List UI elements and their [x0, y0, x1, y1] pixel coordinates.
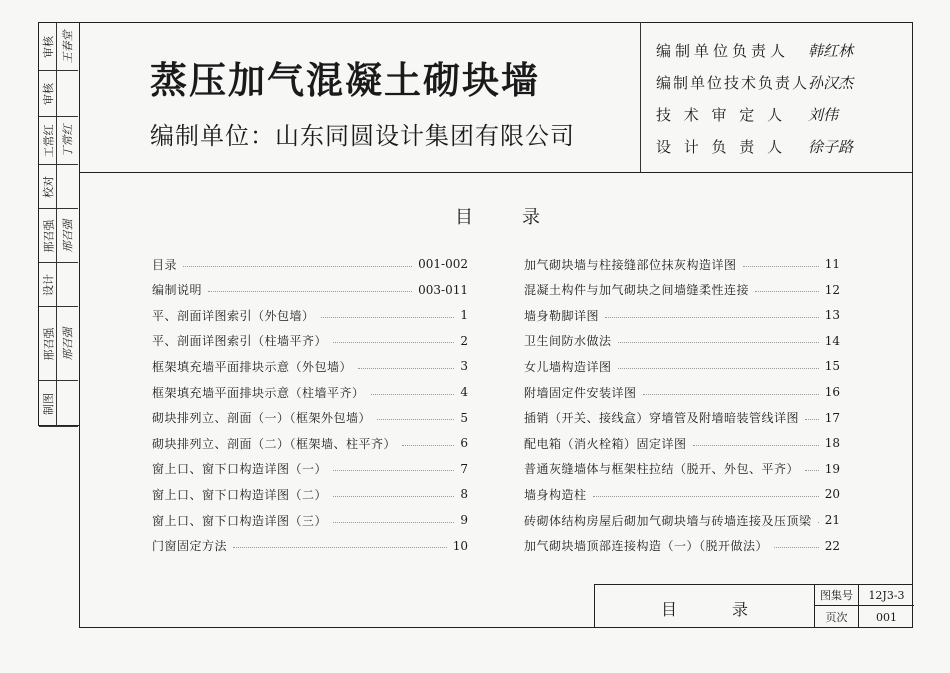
signoff-signature	[56, 209, 77, 262]
toc-entry-page: 17	[824, 410, 840, 425]
header-divider	[79, 172, 913, 173]
signoff-signature	[56, 165, 77, 208]
signoff-label-text: 设计	[42, 274, 55, 296]
toc-entry-title: 窗上口、窗下口构造详图（三）	[152, 513, 328, 528]
toc-entry-page: 14	[824, 333, 840, 348]
toc-leader-dots	[618, 342, 819, 343]
toc-entry-page: 9	[460, 513, 468, 527]
signoff-label	[41, 23, 55, 71]
signoff-label	[41, 117, 55, 165]
toc-entry-page: 5	[460, 410, 468, 425]
toc-row[interactable]	[152, 459, 468, 479]
toc-entry-title: 框架填充墙平面排块示意（柱墙平齐）	[152, 385, 365, 400]
toc-row[interactable]	[524, 254, 840, 274]
toc-entry-page: 6	[460, 436, 468, 451]
toc-row[interactable]	[524, 484, 840, 504]
toc-entry-page: 19	[824, 461, 840, 476]
signoff-cell	[39, 23, 78, 71]
atlas-title: 蒸压加气混凝土砌块墙	[150, 58, 540, 102]
toc-entry-page: 16	[824, 385, 840, 399]
signoff-signature-text: 王春堂	[61, 30, 74, 63]
toc-row[interactable]	[152, 356, 468, 376]
signoff-signature	[56, 71, 77, 116]
toc-entry-title: 窗上口、窗下口构造详图（一）	[152, 462, 328, 477]
header-split	[640, 22, 641, 172]
toc-leader-dots	[333, 470, 454, 471]
toc-entry-page: 7	[460, 461, 468, 476]
toc-entry-title: 平、剖面详图索引（柱墙平齐）	[152, 334, 328, 349]
toc-entry-title: 平、剖面详图索引（外包墙）	[152, 308, 315, 323]
toc-row[interactable]	[152, 305, 468, 325]
toc-leader-dots	[693, 445, 819, 446]
title-block	[594, 584, 913, 628]
toc-entry-title: 墙身勒脚详图	[524, 308, 600, 323]
signoff-cell	[39, 117, 78, 165]
signoff-label	[41, 209, 55, 263]
toc-leader-dots	[593, 496, 819, 497]
toc-leader-dots	[371, 394, 455, 395]
toc-row[interactable]	[524, 356, 840, 376]
toc-leader-dots	[358, 368, 454, 369]
signoff-label-text: 审核	[42, 83, 55, 105]
signoff-label-text: 邢召强	[42, 219, 55, 253]
toc-entry-title: 窗上口、窗下口构造详图（二）	[152, 487, 328, 502]
signoff-label-text: 制图	[42, 393, 55, 415]
signature-approver: 刘伟	[808, 106, 839, 124]
compiling-unit: 编制单位：山东同圆设计集团有限公司	[150, 122, 575, 150]
toc-entry-title: 目录	[152, 257, 178, 272]
toc-entry-page: 11	[824, 257, 840, 271]
toc-entry-page: 1	[460, 308, 468, 323]
toc-row[interactable]	[524, 305, 840, 325]
signoff-signature	[56, 23, 77, 70]
toc-row[interactable]	[152, 254, 468, 274]
toc-row[interactable]	[524, 382, 840, 402]
atlas-number-label: 图集号	[815, 585, 859, 606]
page-number-value: 001	[876, 610, 897, 624]
toc-row[interactable]	[152, 536, 468, 556]
signoff-cell	[39, 307, 78, 381]
toc-row[interactable]	[524, 408, 840, 428]
signoff-cell	[39, 71, 78, 117]
toc-leader-dots	[183, 266, 412, 267]
toc-entry-page: 20	[824, 487, 840, 502]
signoff-strip	[38, 22, 79, 426]
toc-row[interactable]	[152, 280, 468, 300]
toc-leader-dots	[818, 522, 819, 523]
toc-row[interactable]	[152, 408, 468, 428]
role-tech-head: 编制单位技术负责人	[656, 74, 810, 92]
toc-entry-page: 13	[824, 308, 840, 323]
toc-entry-title: 附墙固定件安装详图	[524, 385, 637, 400]
signoff-label-text: 邢召强	[42, 327, 55, 361]
toc-entry-title: 混凝土构件与加气砌块之间墙缝柔性连接	[524, 283, 750, 298]
toc-entry-title: 砌块排列立、剖面（二）（框架墙、柱平齐）	[152, 436, 397, 451]
signature-tech-head: 孙汉杰	[808, 74, 854, 92]
signoff-label	[41, 165, 55, 209]
toc-leader-dots	[643, 394, 819, 395]
signoff-signature	[56, 381, 77, 426]
toc-heading-char-2: 录	[522, 207, 540, 228]
toc-entry-page: 3	[460, 359, 468, 374]
title-block-char-1: 目	[661, 600, 678, 619]
signoff-label	[41, 307, 55, 381]
toc-leader-dots	[233, 547, 447, 548]
toc-row[interactable]	[524, 459, 840, 479]
toc-entry-title: 砌块排列立、剖面（一）（框架外包墙）	[152, 411, 372, 426]
toc-leader-dots	[605, 317, 819, 318]
toc-row[interactable]	[152, 382, 468, 402]
toc-leader-dots	[774, 547, 819, 548]
toc-heading-char-1: 目	[455, 207, 473, 228]
signoff-signature	[56, 263, 77, 306]
signature-design-lead: 徐子路	[808, 138, 854, 156]
toc-entry-title: 加气砌块墙顶部连接构造（一）（脱开做法）	[524, 539, 769, 554]
toc-entry-title: 普通灰缝墙体与框架柱拉结（脱开、外包、平齐）	[524, 462, 800, 477]
title-block-name	[595, 585, 815, 628]
toc-entry-page: 12	[824, 282, 840, 297]
signature-unit-head: 韩红林	[808, 42, 854, 60]
toc-entry-page: 22	[824, 538, 840, 553]
toc-entry-title: 门窗固定方法	[152, 539, 228, 554]
toc-leader-dots	[402, 445, 454, 446]
toc-entry-page: 003-011	[418, 282, 468, 297]
toc-entry-title: 框架填充墙平面排块示意（外包墙）	[152, 359, 353, 374]
toc-row[interactable]	[152, 484, 468, 504]
toc-row[interactable]	[524, 510, 840, 530]
toc-leader-dots	[208, 291, 412, 292]
toc-entry-title: 砖砌体结构房屋后砌加气砌块墙与砖墙连接及压顶梁	[524, 513, 812, 528]
role-design-lead: 设 计 负 责 人	[656, 138, 787, 156]
signoff-signature-text: 邢召强	[61, 327, 74, 360]
signoff-label	[41, 381, 55, 427]
toc-leader-dots	[333, 496, 454, 497]
toc-entry-title: 配电箱（消火栓箱）固定详图	[524, 436, 687, 451]
toc-entry-page: 8	[460, 487, 468, 502]
signoff-label-text: 审核	[42, 36, 55, 58]
toc-entry-page: 21	[824, 513, 840, 527]
toc-entry-title: 加气砌块墙与柱接缝部位抹灰构造详图	[524, 257, 737, 272]
toc-row[interactable]	[524, 331, 840, 351]
toc-entry-title: 编制说明	[152, 283, 203, 298]
toc-entry-title: 卫生间防水做法	[524, 334, 612, 349]
signoff-cell	[39, 165, 78, 209]
signoff-label-text: 工常红	[42, 124, 55, 158]
toc-entry-title: 女儿墙构造详图	[524, 359, 612, 374]
toc-entry-title: 墙身构造柱	[524, 487, 587, 502]
toc-leader-dots	[805, 419, 819, 420]
toc-row[interactable]	[524, 433, 840, 453]
toc-entry-page: 18	[824, 436, 840, 451]
toc-entry-page: 15	[824, 359, 840, 374]
toc-row[interactable]	[524, 536, 840, 556]
toc-entry-page: 001-002	[418, 257, 468, 271]
toc-leader-dots	[805, 470, 819, 471]
toc-leader-dots	[743, 266, 819, 267]
toc-leader-dots	[755, 291, 819, 292]
toc-leader-dots	[333, 342, 454, 343]
signoff-label	[41, 71, 55, 117]
signoff-signature	[56, 117, 77, 164]
title-block-char-2: 录	[732, 600, 749, 619]
role-approver: 技 术 审 定 人	[656, 106, 787, 124]
role-unit-head: 编制单位负责人	[656, 42, 790, 60]
toc-leader-dots	[321, 317, 455, 318]
signoff-signature-text: 邢召强	[61, 219, 74, 252]
page-number-label: 页次	[815, 606, 859, 628]
atlas-number-value: 12J3-3	[859, 585, 914, 606]
toc-entry-page: 2	[460, 333, 468, 348]
signoff-signature	[56, 307, 77, 380]
signoff-label-text: 校对	[42, 176, 55, 198]
toc-row[interactable]	[524, 280, 840, 300]
toc-entry-page: 10	[452, 538, 468, 553]
toc-row[interactable]	[152, 331, 468, 351]
toc-leader-dots	[333, 522, 454, 523]
toc-entry-title: 插销（开关、接线盒）穿墙管及附墙暗装管线详图	[524, 411, 800, 426]
signoff-label	[41, 263, 55, 307]
toc-row[interactable]	[152, 433, 468, 453]
signoff-signature-text: 丁常红	[61, 124, 74, 157]
toc-row[interactable]	[152, 510, 468, 530]
signoff-cell	[39, 381, 78, 427]
signoff-cell	[39, 263, 78, 307]
toc-entry-page: 4	[460, 385, 468, 399]
toc-leader-dots	[618, 368, 819, 369]
toc-leader-dots	[377, 419, 454, 420]
signoff-cell	[39, 209, 78, 263]
